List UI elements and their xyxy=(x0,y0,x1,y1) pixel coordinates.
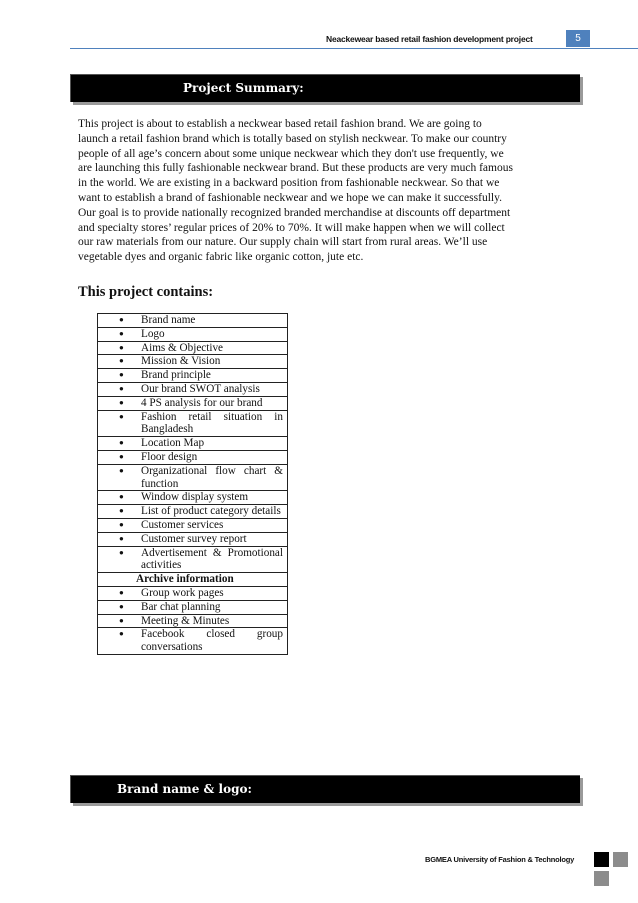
contents-row xyxy=(98,355,288,369)
contents-item: Our brand SWOT analysis xyxy=(141,382,260,395)
brand-name-logo-banner xyxy=(70,775,580,803)
contents-item: Fashion retail situation in Bangladesh xyxy=(141,410,283,436)
contents-item: Brand name xyxy=(141,314,196,326)
summary-line: want to establish a brand of fashionable neckwear and we hope we can make it successfully. xyxy=(78,191,502,204)
footer-university: BGMEA University of Fashion & Technology xyxy=(425,855,575,864)
bullet-icon: ● xyxy=(119,506,124,516)
bullet-icon: ● xyxy=(119,615,124,625)
bullet-icon: ● xyxy=(119,547,124,557)
contents-row xyxy=(98,505,288,519)
contents-row xyxy=(98,600,288,614)
bullet-icon: ● xyxy=(119,451,124,461)
bullet-icon: ● xyxy=(119,465,124,475)
contents-item: Meeting & Minutes xyxy=(141,614,230,627)
summary-line: in the world. We are existing in a backward position from fashionable neckwear. So that we xyxy=(78,177,500,190)
contents-row xyxy=(98,437,288,451)
brand-name-logo-heading: Brand name & logo: xyxy=(117,782,252,796)
contents-table xyxy=(97,313,288,655)
bullet-icon: ● xyxy=(119,370,124,380)
bullet-icon: ● xyxy=(119,587,124,597)
contents-item: Group work pages xyxy=(141,586,224,599)
contents-row xyxy=(98,396,288,410)
bullet-icon: ● xyxy=(119,492,124,502)
contents-row xyxy=(98,369,288,383)
project-summary-banner xyxy=(70,74,580,102)
contents-row xyxy=(98,410,288,437)
summary-line: Our goal is to provide nationally recognized branded merchandise at discounts off department xyxy=(78,206,511,219)
contents-row xyxy=(98,628,288,655)
contents-item: Location Map xyxy=(141,437,205,450)
contents-item: Floor design xyxy=(141,450,198,463)
contents-item: Customer survey report xyxy=(141,532,247,545)
contents-item: Advertisement & Promotional activities xyxy=(141,546,283,572)
contents-row xyxy=(98,546,288,573)
bullet-icon: ● xyxy=(119,601,124,611)
bullet-icon: ● xyxy=(119,315,124,324)
bullet-icon: ● xyxy=(119,533,124,543)
summary-line: people of all age’s concern about some unique neckwear which they don't use frequently, we xyxy=(78,147,504,160)
contents-item: Aims & Objective xyxy=(141,341,224,354)
summary-line: vegetable dyes and organic fabric like organic cotton, jute etc. xyxy=(78,251,364,264)
contents-item: Customer services xyxy=(141,518,224,531)
bullet-icon: ● xyxy=(119,342,124,352)
contents-row xyxy=(98,450,288,464)
bullet-icon: ● xyxy=(119,383,124,393)
bullet-icon: ● xyxy=(119,519,124,529)
footer-square-grey xyxy=(613,852,628,867)
contents-item: Mission & Vision xyxy=(141,355,221,368)
archive-information-heading: Archive information xyxy=(98,573,288,587)
contents-item: Facebook closed group conversations xyxy=(141,628,283,654)
summary-line: are launching this fully fashionable neckwear brand. But these products are very much famous xyxy=(78,162,513,175)
bullet-icon: ● xyxy=(119,328,124,338)
project-summary-text xyxy=(78,117,568,265)
project-summary-heading: Project Summary: xyxy=(183,81,304,95)
contents-row xyxy=(98,491,288,505)
summary-line: This project is about to establish a neckwear based retail fashion brand. We are going to xyxy=(78,118,482,130)
contents-item: Brand principle xyxy=(141,369,211,382)
header-rule xyxy=(70,48,638,49)
bullet-icon: ● xyxy=(119,629,124,639)
archive-heading-row xyxy=(98,573,288,587)
contents-row xyxy=(98,327,288,341)
running-header-title: Neackewear based retail fashion development project xyxy=(326,34,533,44)
bullet-icon: ● xyxy=(119,411,124,421)
bullet-icon: ● xyxy=(119,397,124,407)
contents-row xyxy=(98,382,288,396)
summary-line: launch a retail fashion brand which is totally based on stylish neckwear. To make our country xyxy=(78,132,507,145)
contents-item: Bar chat planning xyxy=(141,600,221,613)
footer-square-grey xyxy=(594,871,609,886)
contents-item: Window display system xyxy=(141,491,249,504)
contents-row xyxy=(98,464,288,491)
summary-line: our raw materials from our nature. Our supply chain will start from rural areas. We’ll use xyxy=(78,236,488,249)
contents-row xyxy=(98,341,288,355)
contents-item: List of product category details xyxy=(141,505,281,518)
page-number: 5 xyxy=(566,30,590,47)
contents-row xyxy=(98,532,288,546)
bullet-icon: ● xyxy=(119,438,124,448)
contents-item: 4 PS analysis for our brand xyxy=(141,396,263,409)
footer-square-black xyxy=(594,852,609,867)
contents-item: Logo xyxy=(141,327,165,340)
contents-item: Organizational flow chart & function xyxy=(141,464,283,490)
contents-row xyxy=(98,518,288,532)
bullet-icon: ● xyxy=(119,356,124,366)
contents-row xyxy=(98,314,288,328)
project-contains-heading: This project contains: xyxy=(78,284,214,300)
contents-row xyxy=(98,586,288,600)
contents-row xyxy=(98,614,288,628)
summary-line: and specialty stores’ regular prices of 20% to 70%. It will make happen when we will collect xyxy=(78,221,505,234)
